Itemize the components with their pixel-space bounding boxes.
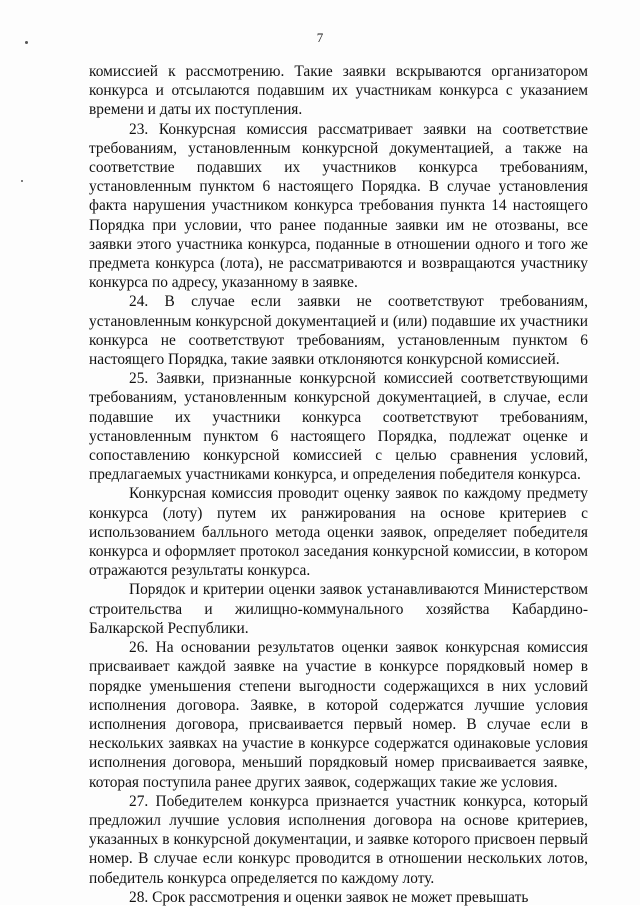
scan-speck-mark bbox=[21, 180, 23, 182]
paragraph-clause-23: 23. Конкурсная комиссия рассматривает заявки на соответствие требованиям, установленным конкурсной документацией, а также на соответствие подавших их участников конкурса требованиям, установленным пунктом 6 настоящего Порядка. В случае установления факта нарушения участником конкурса требования пункта 14 настоящего Порядка при условии, что ранее поданные заявки им не отозваны, все заявки этого участника конкурса, поданные в отношении одного и того же предмета конкурса (лота), не рассматриваются и возвращаются участнику конкурса по адресу, указанному в заявке. bbox=[89, 120, 588, 292]
paragraph-criteria: Порядок и критерии оценки заявок устанавливаются Министерством строительства и жилищно-коммунального хозяйства Кабардино-Балкарской Республики. bbox=[89, 581, 588, 637]
document-body bbox=[89, 62, 588, 907]
paragraph-clause-25: 25. Заявки, признанные конкурсной комиссией соответствующими требованиям, установленным конкурсной документацией, в случае, если подавшие их участники конкурса соответствуют требованиям, установленным пунктом 6 настоящего Порядка, подлежат оценке и сопоставлению конкурсной комиссией с целью сравнения условий, предлагаемых участниками конкурса, и определения победителя конкурса. bbox=[89, 370, 588, 484]
paragraph-clause-28: 28. Срок рассмотрения и оценки заявок не может превышать bbox=[129, 888, 529, 906]
paragraph-continuation: комиссией к рассмотрению. Такие заявки вскрываются организатором конкурса и отсылаются подавшим их участникам конкурса с указанием времени и даты их поступления. bbox=[89, 63, 588, 119]
paragraph-clause-27: 27. Победителем конкурса признается участник конкурса, который предложил лучшие условия исполнения договора на основе критериев, указанных в конкурсной документации, и заявке которого присвоен первый номер. В случае если конкурс проводится в отношении нескольких лотов, победитель конкурса определяется по каждому лоту. bbox=[89, 792, 588, 887]
paragraph-clause-24: 24. В случае если заявки не соответствуют требованиям, установленным конкурсной документацией и (или) подавшие их участники конкурса не соответствуют требованиям, установленным пунктом 6 настоящего Порядка, такие заявки отклоняются конкурсной комиссией. bbox=[89, 293, 588, 369]
scan-speck-mark bbox=[25, 41, 28, 44]
paragraph-evaluation: Конкурсная комиссия проводит оценку заявок по каждому предмету конкурса (лоту) путем их ранжирования на основе критериев с использованием балльного метода оценки заявок, определяет победителя конкурса и оформляет протокол заседания конкурсной комиссии, в котором отражаются результаты конкурса. bbox=[89, 485, 588, 580]
page-number: 7 bbox=[316, 30, 324, 45]
paragraph-clause-26: 26. На основании результатов оценки заявок конкурсная комиссия присваивает каждой заявке на участие в конкурсе порядковый номер в порядке уменьшения степени выгодности содержащихся в них условий исполнения договора. Заявке, в которой содержатся лучшие условия исполнения договора, присваивается первый номер. В случае если в нескольких заявках на участие в конкурсе содержатся одинаковые условия исполнения договора, меньший порядковый номер присваивается заявке, которая поступила ранее других заявок, содержащих такие же условия. bbox=[89, 639, 588, 791]
